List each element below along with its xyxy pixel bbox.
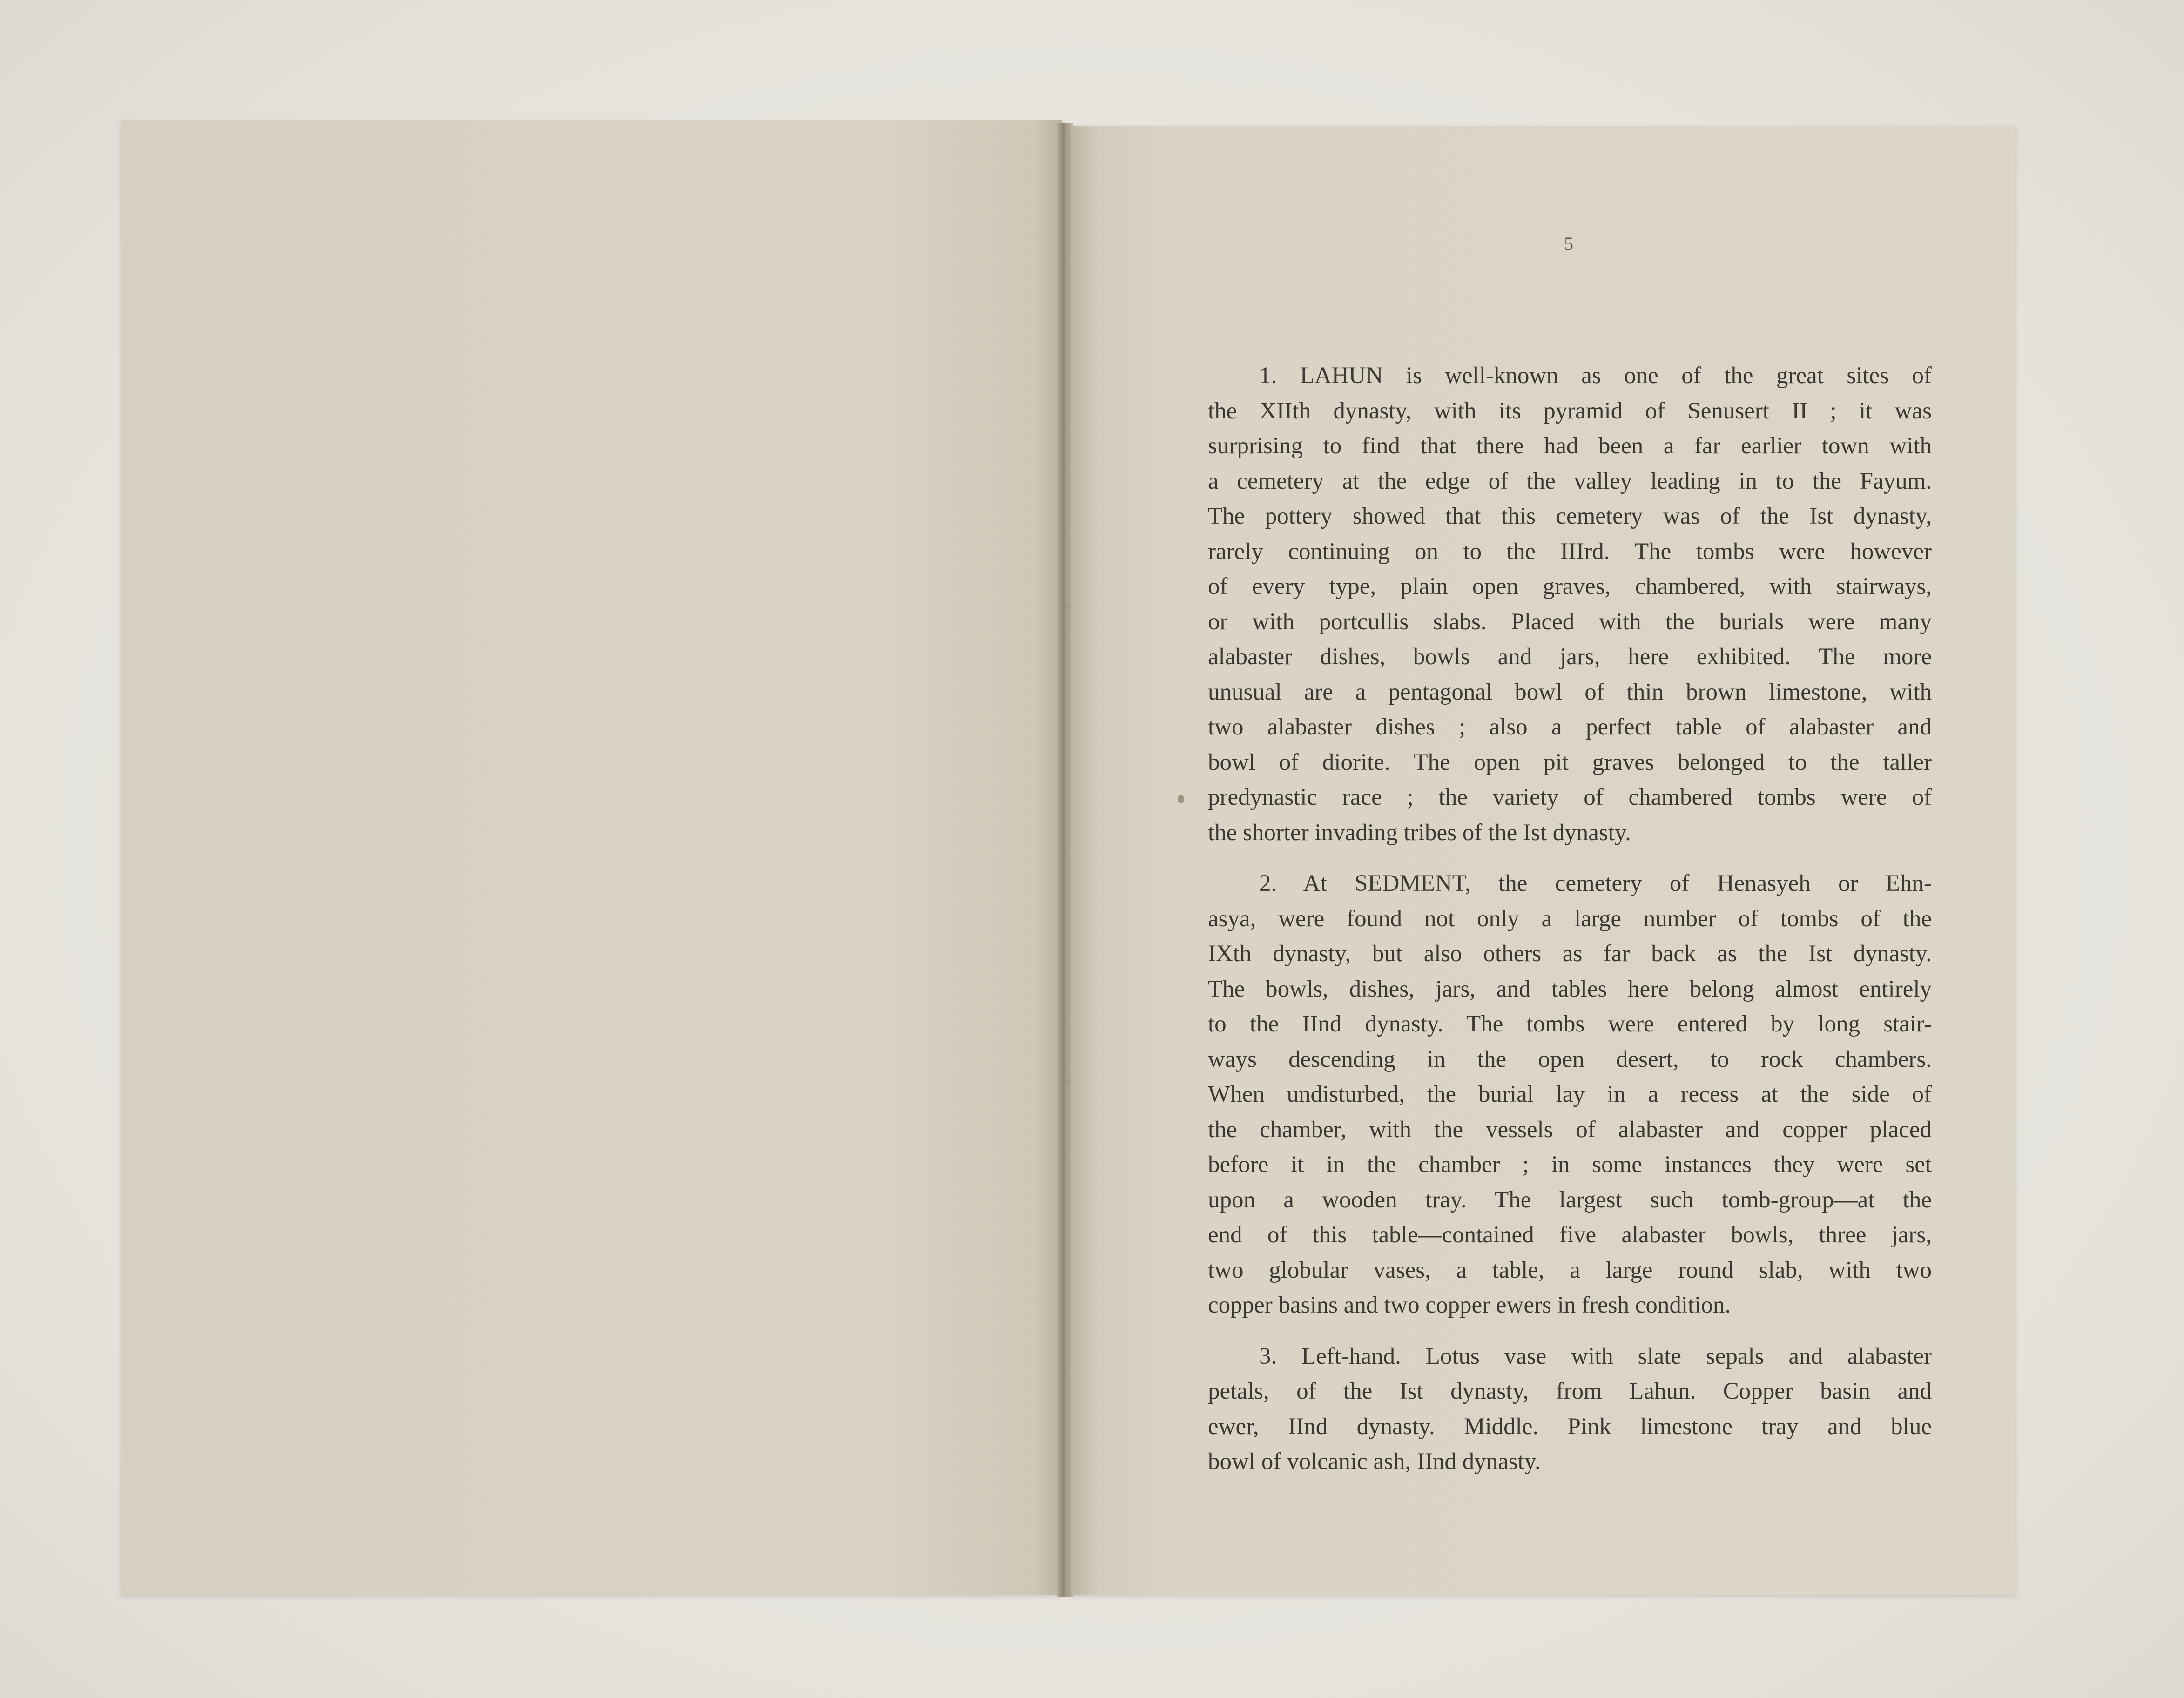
text-line: unusual are a pentagonal bowl of thin brown limestone, with: [1208, 679, 1932, 705]
binding-mark: [1066, 605, 1071, 610]
text-line: the shorter invading tribes of the Ist dynasty.: [1208, 819, 1631, 846]
text-line: The bowls, dishes, jars, and tables here belong almost entirely: [1208, 976, 1932, 1002]
left-page-blank: [121, 120, 1062, 1595]
text-line: 1. LAHUN is well-known as one of the great sites of: [1259, 363, 1932, 389]
text-line: asya, were found not only a large number of tombs of the: [1208, 905, 1932, 932]
text-line: bowl of diorite. The open pit graves belonged to the taller: [1208, 749, 1932, 775]
text-line: 3. Left-hand. Lotus vase with slate sepals and alabaster: [1259, 1343, 1932, 1369]
text-line: rarely continuing on to the IIIrd. The tombs were however: [1208, 538, 1932, 565]
binding-mark: [1066, 1080, 1071, 1085]
text-line: end of this table—contained five alabaster bowls, three jars,: [1208, 1222, 1932, 1248]
text-line: to the IInd dynasty. The tombs were entered by long stair-: [1208, 1011, 1932, 1037]
text-line: surprising to find that there had been a far earlier town with: [1208, 433, 1932, 459]
text-line: a cemetery at the edge of the valley leading in to the Fayum.: [1208, 468, 1932, 494]
text-line: two globular vases, a table, a large round slab, with two: [1208, 1257, 1932, 1283]
text-line: or with portcullis slabs. Placed with the burials were many: [1208, 608, 1932, 635]
text-line: The pottery showed that this cemetery was of the Ist dynasty,: [1208, 503, 1932, 529]
text-line: of every type, plain open graves, chambered, with stairways,: [1208, 573, 1932, 600]
paragraph-2-sedment: [1208, 866, 1932, 1323]
text-line: before it in the chamber ; in some instances they were set: [1208, 1152, 1932, 1178]
paper-spot: [1178, 795, 1184, 803]
text-line: copper basins and two copper ewers in fresh condition.: [1208, 1292, 1731, 1318]
paragraph-1-lahun: [1208, 358, 1932, 850]
text-line: When undisturbed, the burial lay in a recess at the side of: [1208, 1081, 1932, 1107]
paragraph-spacer: [1208, 1323, 1932, 1339]
text-line: ewer, IInd dynasty. Middle. Pink limestone tray and blue: [1208, 1413, 1932, 1440]
text-line: bowl of volcanic ash, IInd dynasty.: [1208, 1449, 1541, 1475]
text-line: two alabaster dishes ; also a perfect table of alabaster and: [1208, 714, 1932, 740]
text-line: predynastic race ; the variety of chambered tombs were of: [1208, 784, 1932, 810]
paragraph-3-exhibits: [1208, 1339, 1932, 1480]
text-line: alabaster dishes, bowls and jars, here exhibited. The more: [1208, 644, 1932, 670]
text-line: the XIIth dynasty, with its pyramid of Senusert II ; it was: [1208, 398, 1932, 424]
text-line: ways descending in the open desert, to rock chambers.: [1208, 1046, 1932, 1072]
text-line: the chamber, with the vessels of alabaster and copper placed: [1208, 1116, 1932, 1143]
page-number: 5: [1564, 233, 1573, 254]
paragraph-spacer: [1208, 850, 1932, 866]
text-line: 2. At SEDMENT, the cemetery of Henasyeh or Ehn-: [1259, 870, 1932, 896]
text-line: upon a wooden tray. The largest such tomb-group—at the: [1208, 1186, 1932, 1213]
text-line: IXth dynasty, but also others as far back as the Ist dynasty.: [1208, 941, 1932, 967]
page-body-text: [1208, 358, 1932, 1480]
text-line: petals, of the Ist dynasty, from Lahun. Copper basin and: [1208, 1378, 1932, 1404]
